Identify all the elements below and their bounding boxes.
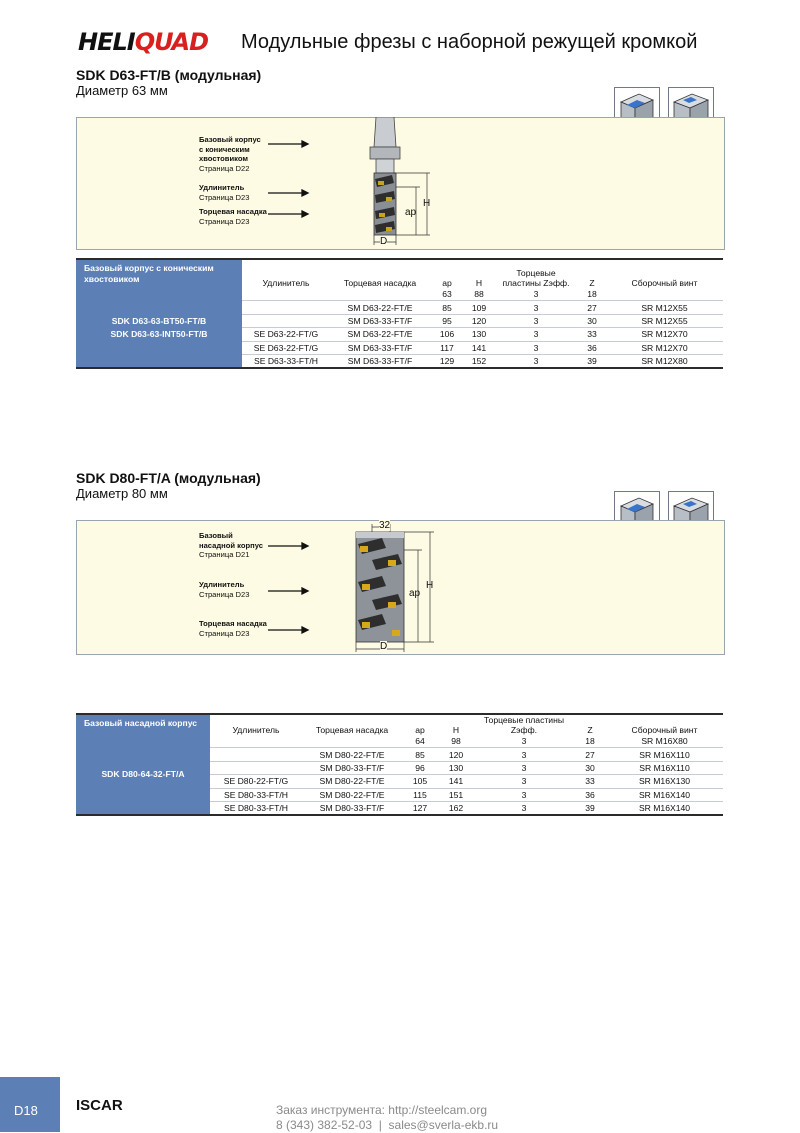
th-screw: Сборочный винт xyxy=(631,278,698,288)
cell-end-cap: SM D80-22-FT/E xyxy=(302,788,402,801)
heliquad-logo: HELIQUAD xyxy=(78,28,209,56)
cell-extension xyxy=(210,748,302,761)
cell-extension: SE D80-22-FT/G xyxy=(210,775,302,788)
section1-spec-table xyxy=(76,258,723,369)
cell-h: 88 xyxy=(464,288,494,301)
table-row xyxy=(76,288,723,301)
cell-extension: SE D80-33-FT/H xyxy=(210,801,302,815)
cell-ap: 95 xyxy=(430,314,464,327)
th-z: Z xyxy=(589,278,595,288)
th-extension: Удлинитель xyxy=(262,278,310,288)
cell-end-cap: SM D63-22-FT/E xyxy=(330,328,430,341)
dim-h-label: H xyxy=(423,198,431,209)
th-inserts: Торцевые пластины Zэфф. xyxy=(483,715,565,735)
cell-z: 30 xyxy=(574,761,606,774)
cell-end-cap xyxy=(302,735,402,748)
page-number-tab: D18 xyxy=(0,1077,60,1132)
dim-d-label: D xyxy=(380,641,388,652)
cell-z: 30 xyxy=(578,314,606,327)
cell-z: 33 xyxy=(578,328,606,341)
cell-screw: SR M12X55 xyxy=(606,314,723,327)
callout-base-body: Базовый насадной корпус Страница D21 xyxy=(199,531,263,560)
cell-z: 36 xyxy=(578,341,606,354)
th-screw: Сборочный винт xyxy=(631,725,698,735)
section2-tool-drawing xyxy=(76,520,723,653)
cell-end-cap: SM D63-33-FT/F xyxy=(330,354,430,368)
cell-h: 98 xyxy=(438,735,474,748)
cell-end-cap: SM D63-33-FT/F xyxy=(330,314,430,327)
cell-h: 141 xyxy=(464,341,494,354)
cell-screw: SR M12X70 xyxy=(606,341,723,354)
callout-extension: Удлинитель Страница D23 xyxy=(199,580,250,599)
cell-ap: 106 xyxy=(430,328,464,341)
cell-end-cap: SM D80-22-FT/E xyxy=(302,775,402,788)
cell-z: 36 xyxy=(574,788,606,801)
th-z: Z xyxy=(587,725,593,735)
cell-extension xyxy=(242,314,330,327)
cell-inserts: 3 xyxy=(494,341,578,354)
th-end-cap: Торцевая насадка xyxy=(315,725,389,735)
cell-z: 18 xyxy=(574,735,606,748)
th-ap: ap xyxy=(415,725,425,735)
cell-screw: SR M12X80 xyxy=(606,354,723,368)
cell-extension: SE D80-33-FT/H xyxy=(210,788,302,801)
body-name-cell: SDK D63-63-BT50-FT/B SDK D63-63-INT50-FT/B xyxy=(76,288,242,368)
section1-title: SDK D63-FT/B (модульная) xyxy=(76,67,262,83)
cell-z: 39 xyxy=(574,801,606,815)
cell-screw: SR M12X70 xyxy=(606,328,723,341)
cell-inserts: 3 xyxy=(474,748,574,761)
table-row xyxy=(76,735,723,748)
cell-end-cap: SM D80-22-FT/E xyxy=(302,748,402,761)
cell-extension: SE D63-33-FT/H xyxy=(242,354,330,368)
cell-end-cap: SM D80-33-FT/F xyxy=(302,801,402,815)
th-h: H xyxy=(452,725,460,735)
cell-h: 130 xyxy=(438,761,474,774)
cell-inserts: 3 xyxy=(474,788,574,801)
cell-ap: 64 xyxy=(402,735,438,748)
cell-h: 120 xyxy=(438,748,474,761)
section2-title: SDK D80-FT/A (модульная) xyxy=(76,470,261,486)
cell-end-cap: SM D63-22-FT/E xyxy=(330,301,430,314)
cell-screw: SR M16X80 xyxy=(606,735,723,748)
cell-end-cap: SM D63-33-FT/F xyxy=(330,341,430,354)
cell-inserts: 3 xyxy=(474,775,574,788)
cell-ap: 63 xyxy=(430,288,464,301)
cell-h: 162 xyxy=(438,801,474,815)
callout-base-body: Базовый корпус с коническим хвостовиком Страница D22 xyxy=(199,135,261,173)
cell-inserts: 3 xyxy=(474,801,574,815)
cell-extension xyxy=(242,288,330,301)
cell-screw: SR M16X110 xyxy=(606,761,723,774)
dim-ap-label: ap xyxy=(405,207,417,218)
cell-z: 18 xyxy=(578,288,606,301)
order-url-text[interactable]: Заказ инструмента: http://steelcam.org xyxy=(276,1103,488,1117)
cell-z: 33 xyxy=(574,775,606,788)
th-inserts: Торцевые пластины Zэфф. xyxy=(502,268,570,288)
footer-contact xyxy=(276,1103,498,1133)
cell-inserts: 3 xyxy=(494,288,578,301)
cell-h: 109 xyxy=(464,301,494,314)
body-name-cell: SDK D80-64-32-FT/A xyxy=(76,735,210,815)
cell-z: 27 xyxy=(574,748,606,761)
cell-h: 152 xyxy=(464,354,494,368)
cell-ap: 96 xyxy=(402,761,438,774)
callout-extension: Удлинитель Страница D23 xyxy=(199,183,250,202)
cell-h: 130 xyxy=(464,328,494,341)
cell-ap: 85 xyxy=(402,748,438,761)
th-h: H xyxy=(475,278,483,288)
footer-brand: ISCAR xyxy=(76,1097,123,1114)
section2-spec-table xyxy=(76,713,723,816)
cell-extension xyxy=(210,735,302,748)
cell-screw: SR M16X140 xyxy=(606,788,723,801)
section1-subtitle: Диаметр 63 мм xyxy=(76,83,168,98)
cell-z: 27 xyxy=(578,301,606,314)
cell-end-cap: SM D80-33-FT/F xyxy=(302,761,402,774)
cell-ap: 129 xyxy=(430,354,464,368)
th-base-body: Базовый насадной корпус xyxy=(76,714,210,735)
cell-h: 141 xyxy=(438,775,474,788)
th-extension: Удлинитель xyxy=(232,725,280,735)
cell-screw: SR M16X140 xyxy=(606,801,723,815)
cell-screw xyxy=(606,288,723,301)
cell-extension: SE D63-22-FT/G xyxy=(242,328,330,341)
dim-width-label: 32 xyxy=(379,520,391,531)
cell-screw: SR M16X130 xyxy=(606,775,723,788)
cell-inserts: 3 xyxy=(494,301,578,314)
cell-inserts: 3 xyxy=(494,328,578,341)
cell-inserts: 3 xyxy=(474,735,574,748)
th-ap: ap xyxy=(442,278,452,288)
cell-screw: SR M16X110 xyxy=(606,748,723,761)
dim-ap-label: ap xyxy=(409,588,421,599)
cell-extension xyxy=(210,761,302,774)
cell-ap: 105 xyxy=(402,775,438,788)
page-title: Модульные фрезы с наборной режущей кромкой xyxy=(241,31,698,53)
section2-subtitle: Диаметр 80 мм xyxy=(76,486,168,501)
cell-inserts: 3 xyxy=(494,314,578,327)
section1-tool-drawing xyxy=(76,117,723,248)
cell-screw: SR M12X55 xyxy=(606,301,723,314)
cell-z: 39 xyxy=(578,354,606,368)
cell-inserts: 3 xyxy=(474,761,574,774)
dim-h-label: H xyxy=(426,580,434,591)
cell-extension: SE D63-22-FT/G xyxy=(242,341,330,354)
callout-end-cap: Торцевая насадка Страница D23 xyxy=(199,207,267,226)
cell-extension xyxy=(242,301,330,314)
th-end-cap: Торцевая насадка xyxy=(343,278,417,288)
cell-ap: 117 xyxy=(430,341,464,354)
cell-ap: 115 xyxy=(402,788,438,801)
cell-h: 120 xyxy=(464,314,494,327)
cell-end-cap xyxy=(330,288,430,301)
cell-inserts: 3 xyxy=(494,354,578,368)
th-base-body: Базовый корпус с коническим хвостовиком xyxy=(76,259,242,288)
cell-h: 151 xyxy=(438,788,474,801)
callout-end-cap: Торцевая насадка Страница D23 xyxy=(199,619,267,638)
dim-d-label: D xyxy=(380,236,388,247)
cell-ap: 85 xyxy=(430,301,464,314)
phone-email-text[interactable]: 8 (343) 382-52-03 | sales@sverla-ekb.ru xyxy=(276,1118,499,1132)
cell-ap: 127 xyxy=(402,801,438,815)
